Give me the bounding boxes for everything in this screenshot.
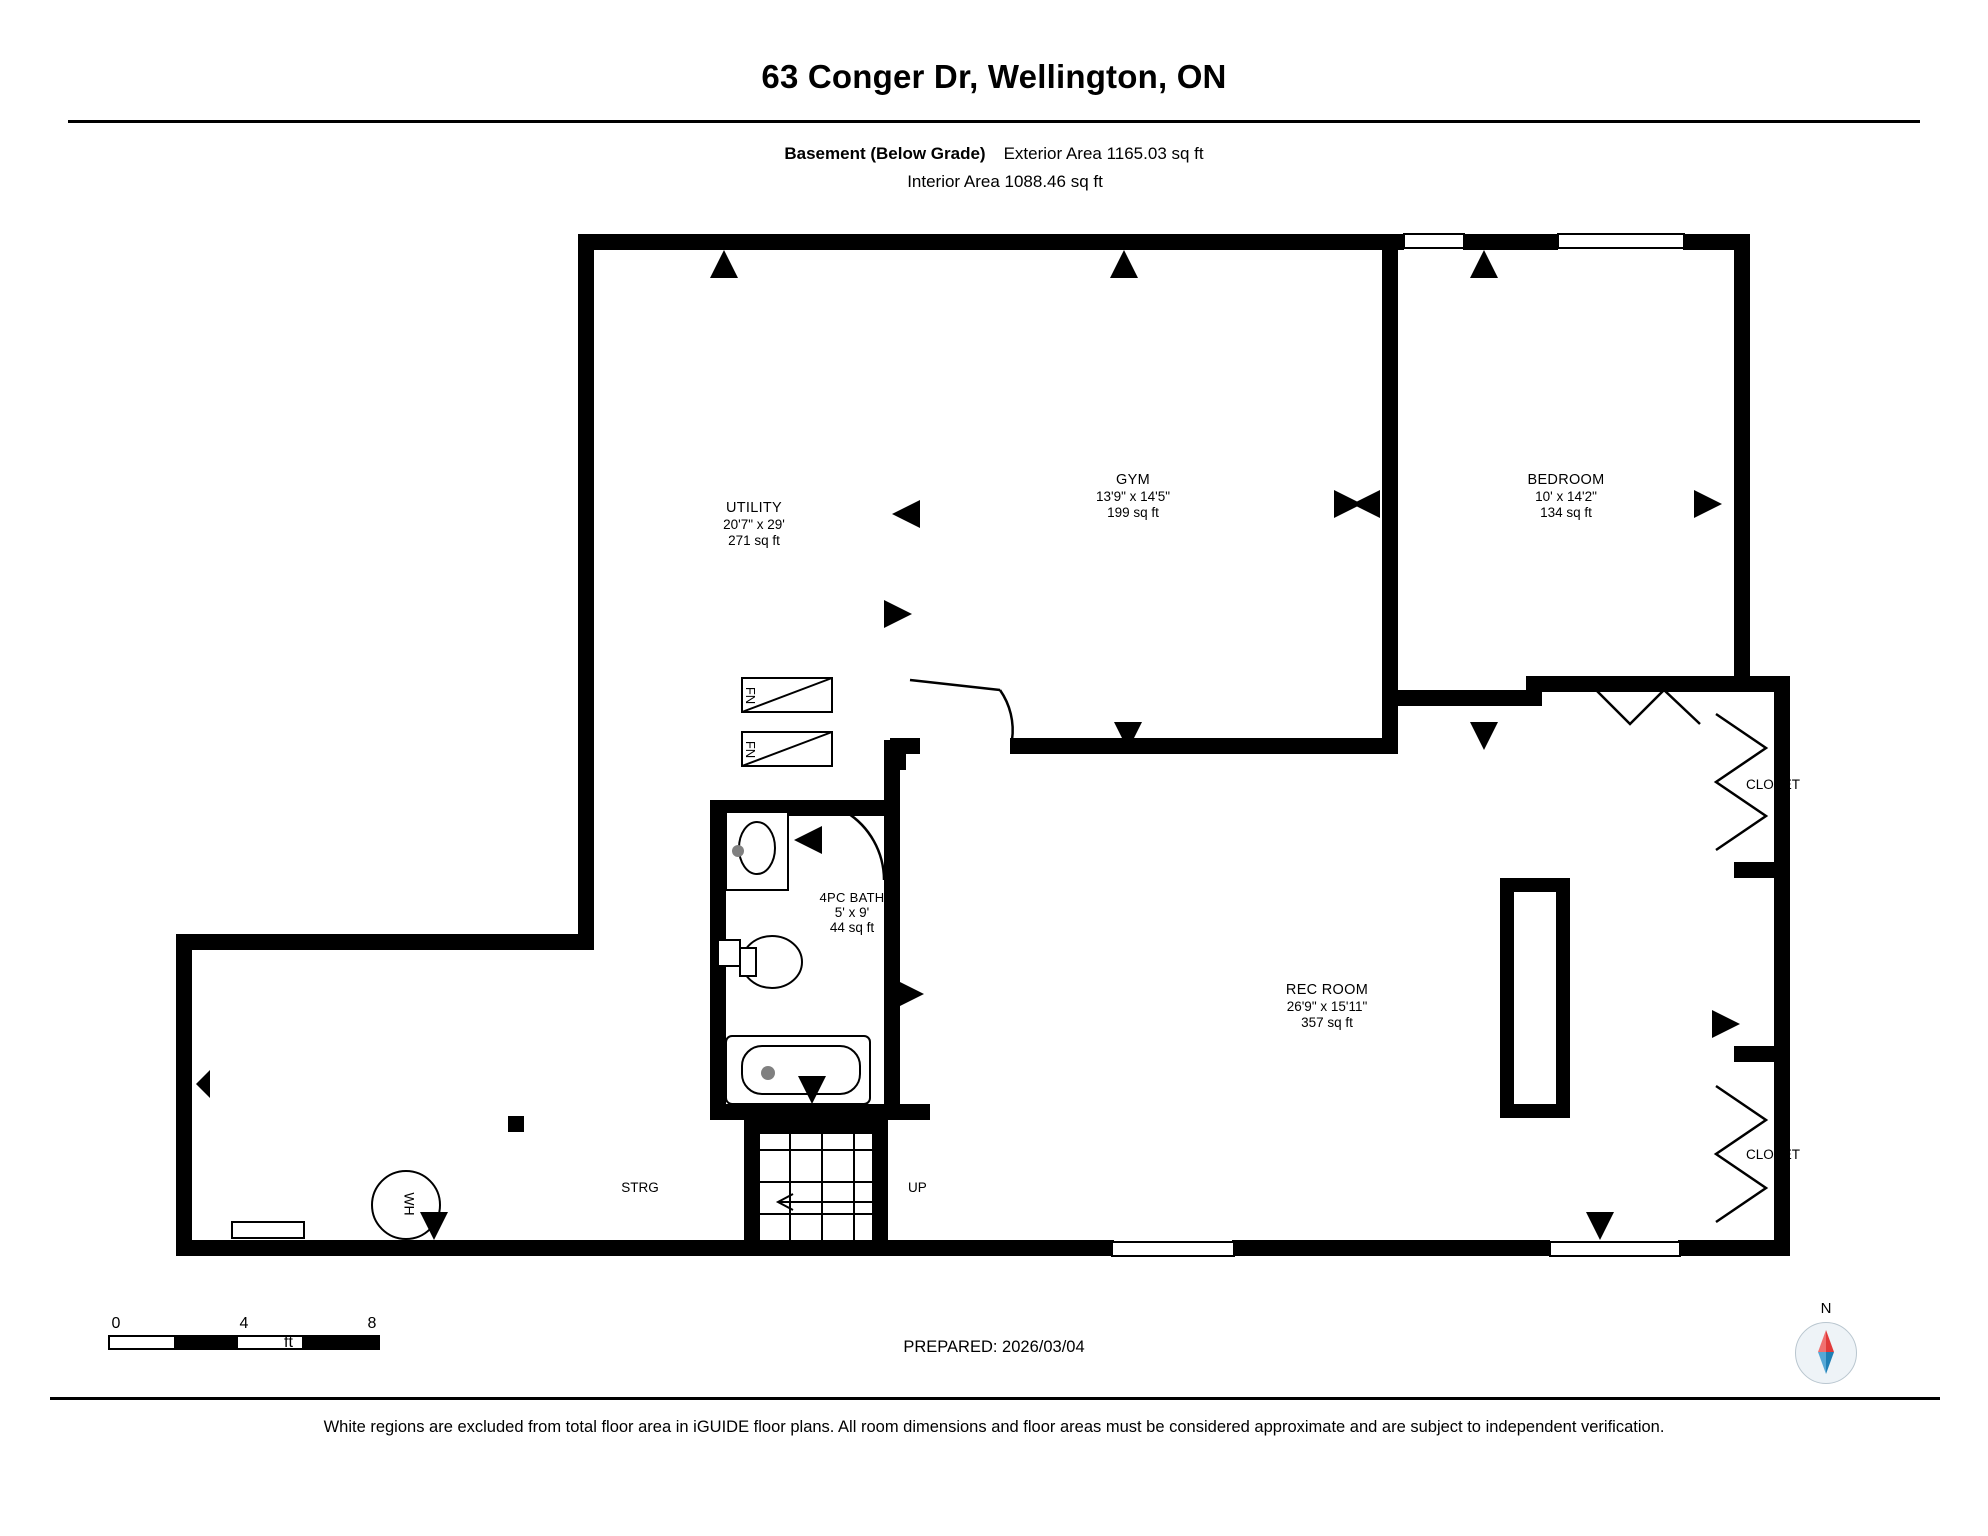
scale-tick-1: 4 bbox=[239, 1315, 249, 1332]
compass-north-label: N bbox=[1820, 1300, 1832, 1317]
scale-unit-label: ft bbox=[284, 1334, 293, 1351]
compass-rose bbox=[1790, 1300, 1862, 1390]
room-area: 271 sq ft bbox=[728, 533, 780, 548]
room-area: 44 sq ft bbox=[829, 920, 875, 935]
stairs-up-label: UP bbox=[908, 1180, 927, 1195]
room-name: GYM bbox=[1116, 472, 1150, 488]
room-area: 134 sq ft bbox=[1540, 505, 1592, 520]
closet-label-upper: CLOSET bbox=[1745, 777, 1801, 792]
compass-needle-icon bbox=[1790, 1300, 1862, 1390]
room-name: 4PC BATH bbox=[819, 890, 885, 905]
water-heater-label: WH bbox=[401, 1192, 418, 1216]
scale-tick-0: 0 bbox=[111, 1315, 121, 1332]
furnace-label-1: FN bbox=[743, 686, 759, 705]
page-title: 63 Conger Dr, Wellington, ON bbox=[761, 58, 1227, 95]
prepared-date: PREPARED: 2026/03/04 bbox=[903, 1338, 1085, 1356]
room-dimensions: 20'7" x 29' bbox=[723, 516, 785, 532]
room-name: REC ROOM bbox=[1285, 982, 1369, 998]
room-name: UTILITY bbox=[725, 500, 783, 516]
room-label-rec-room bbox=[1286, 982, 1368, 1032]
room-dimensions: 5' x 9' bbox=[834, 905, 870, 920]
room-label-gym bbox=[1096, 472, 1170, 522]
room-area: 357 sq ft bbox=[1301, 1015, 1353, 1030]
room-dimensions: 13'9" x 14'5" bbox=[1095, 488, 1171, 504]
closet-label-lower: CLOSET bbox=[1745, 1147, 1801, 1162]
room-dimensions: 10' x 14'2" bbox=[1535, 488, 1597, 504]
scale-tick-2: 8 bbox=[367, 1315, 377, 1332]
footer-divider bbox=[50, 1397, 1940, 1400]
room-area: 199 sq ft bbox=[1107, 505, 1159, 520]
furnace-label-2: FN bbox=[743, 740, 759, 759]
room-label-bedroom bbox=[1527, 472, 1604, 522]
room-label-bath bbox=[819, 890, 884, 935]
exterior-area: Exterior Area 1165.03 sq ft bbox=[1003, 144, 1204, 163]
storage-label: STRG bbox=[621, 1180, 659, 1195]
footer-disclaimer: White regions are excluded from total floor area in iGUIDE floor plans. All room dimensions and floor areas must be considered approximate and are subject to independent verification. bbox=[323, 1418, 1665, 1436]
interior-area: Interior Area 1088.46 sq ft bbox=[907, 172, 1103, 191]
room-label-utility bbox=[723, 500, 785, 550]
room-dimensions: 26'9" x 15'11" bbox=[1286, 998, 1368, 1014]
room-name: BEDROOM bbox=[1527, 472, 1605, 488]
level-label: Basement (Below Grade) bbox=[784, 144, 986, 163]
